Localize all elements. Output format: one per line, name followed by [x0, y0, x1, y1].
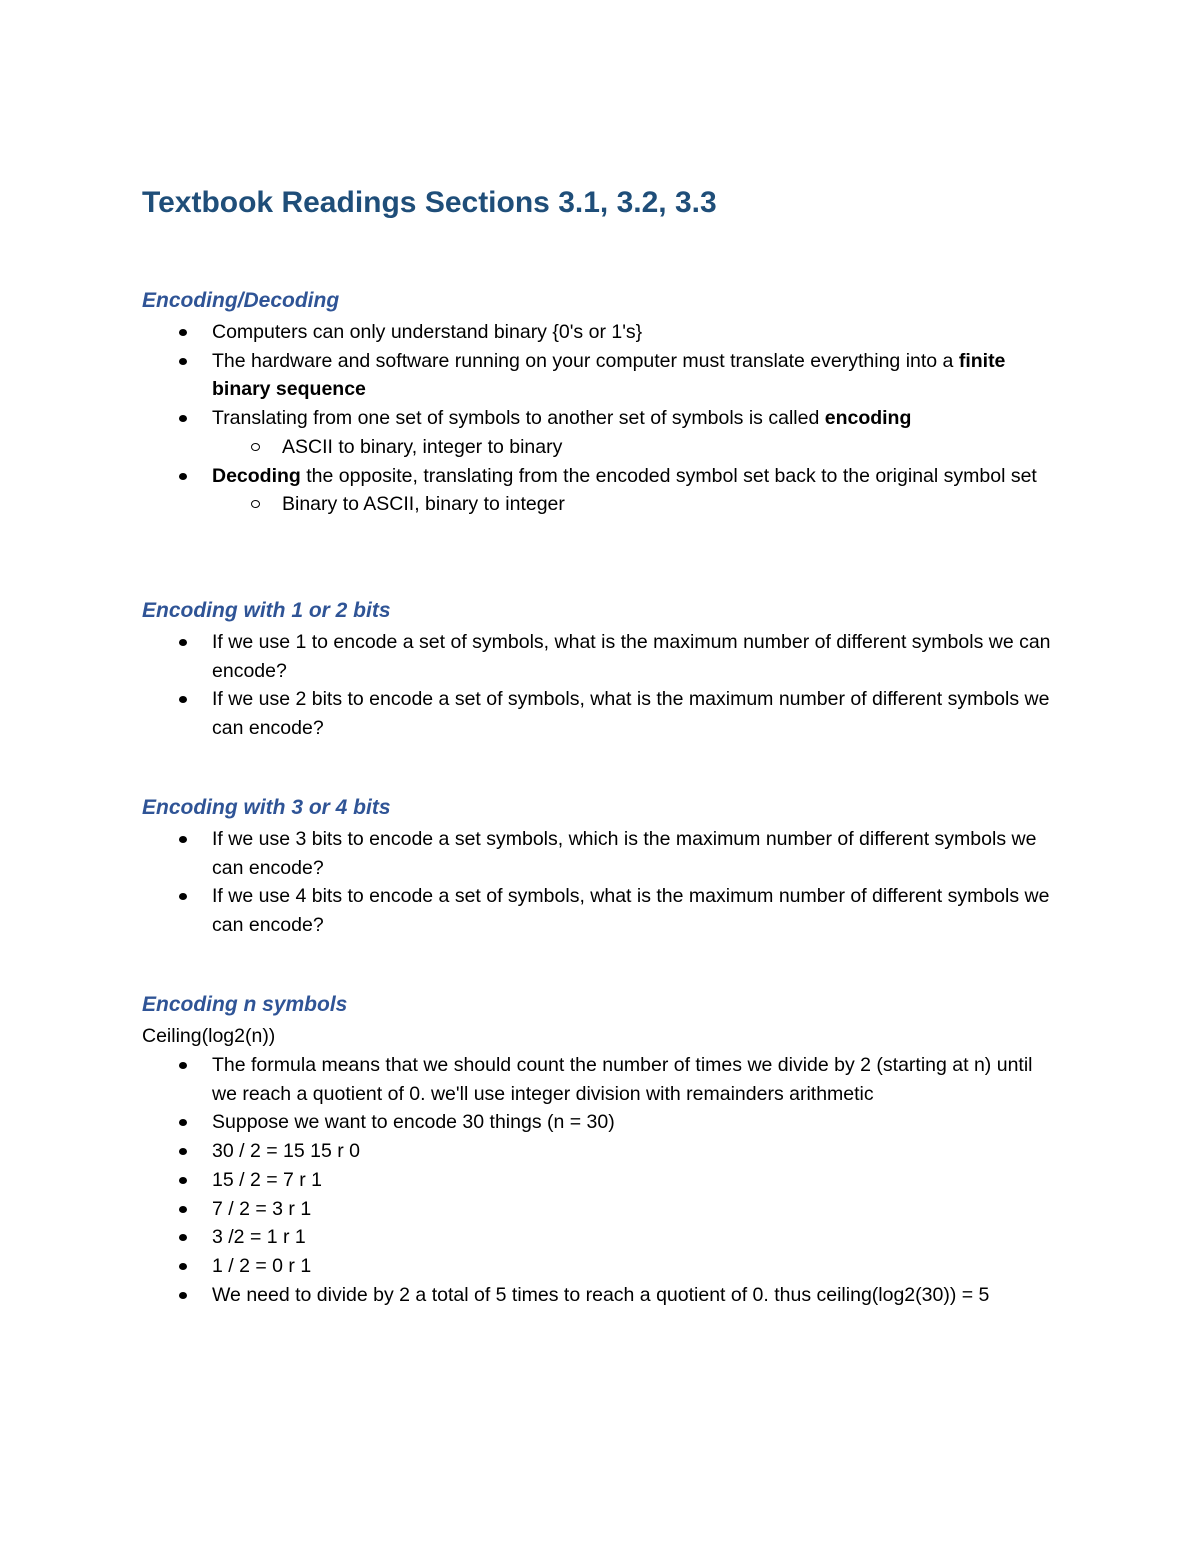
section-list-encoding-3-or-4-bits: [142, 825, 1062, 940]
list-item: Decoding the opposite, translating from the encoded symbol set back to the original symbol set Binary to ASCII, binary to integer: [142, 462, 1062, 519]
section-heading-encoding-decoding: Encoding/Decoding: [142, 289, 340, 312]
list-item: 3 /2 = 1 r 1: [142, 1223, 1062, 1252]
formula-text: Ceiling(log2(n)): [142, 1025, 276, 1047]
list-item: 30 / 2 = 15 15 r 0: [142, 1137, 1062, 1166]
sub-list-item: ASCII to binary, integer to binary: [212, 433, 1062, 462]
list-item: Suppose we want to encode 30 things (n = 30): [142, 1108, 1062, 1137]
bold-term: Decoding: [212, 464, 301, 487]
list-item: If we use 2 bits to encode a set of symbols, what is the maximum number of different symbols we can encode?: [142, 685, 1062, 742]
list-item: 1 / 2 = 0 r 1: [142, 1252, 1062, 1281]
list-item: 7 / 2 = 3 r 1: [142, 1195, 1062, 1224]
sub-list: [212, 433, 1062, 462]
section-list-encoding-decoding: [142, 318, 1062, 519]
list-item: The hardware and software running on your computer must translate everything into a finite binary sequence: [142, 347, 1062, 404]
list-item: If we use 1 to encode a set of symbols, what is the maximum number of different symbols we can encode?: [142, 628, 1062, 685]
document-title: Textbook Readings Sections 3.1, 3.2, 3.3: [142, 186, 717, 219]
bold-term: finite binary sequence: [212, 349, 1006, 401]
section-list-encoding-1-or-2-bits: [142, 628, 1062, 743]
list-item: Translating from one set of symbols to another set of symbols is called encoding ASCII to binary, integer to binary: [142, 404, 1062, 461]
section-list-encoding-n-symbols: [142, 1051, 1062, 1309]
bold-term: encoding: [824, 407, 912, 430]
list-item: Computers can only understand binary {0's or 1's}: [142, 318, 1062, 347]
section-heading-encoding-3-or-4-bits: Encoding with 3 or 4 bits: [142, 796, 391, 819]
list-item: 15 / 2 = 7 r 1: [142, 1166, 1062, 1195]
sub-list: [212, 490, 1062, 519]
list-item: The formula means that we should count the number of times we divide by 2 (starting at n) until we reach a quotient of 0. we'll use integer division with remainders arithmetic: [142, 1051, 1062, 1108]
list-item: If we use 4 bits to encode a set of symbols, what is the maximum number of different symbols we can encode?: [142, 882, 1062, 939]
list-item: If we use 3 bits to encode a set symbols, which is the maximum number of different symbols we can encode?: [142, 825, 1062, 882]
section-heading-encoding-1-or-2-bits: Encoding with 1 or 2 bits: [142, 599, 391, 622]
sub-list-item: Binary to ASCII, binary to integer: [212, 490, 1062, 519]
list-item: We need to divide by 2 a total of 5 times to reach a quotient of 0. thus ceiling(log2(30)) = 5: [142, 1281, 1062, 1310]
section-heading-encoding-n-symbols: Encoding n symbols: [142, 993, 348, 1016]
